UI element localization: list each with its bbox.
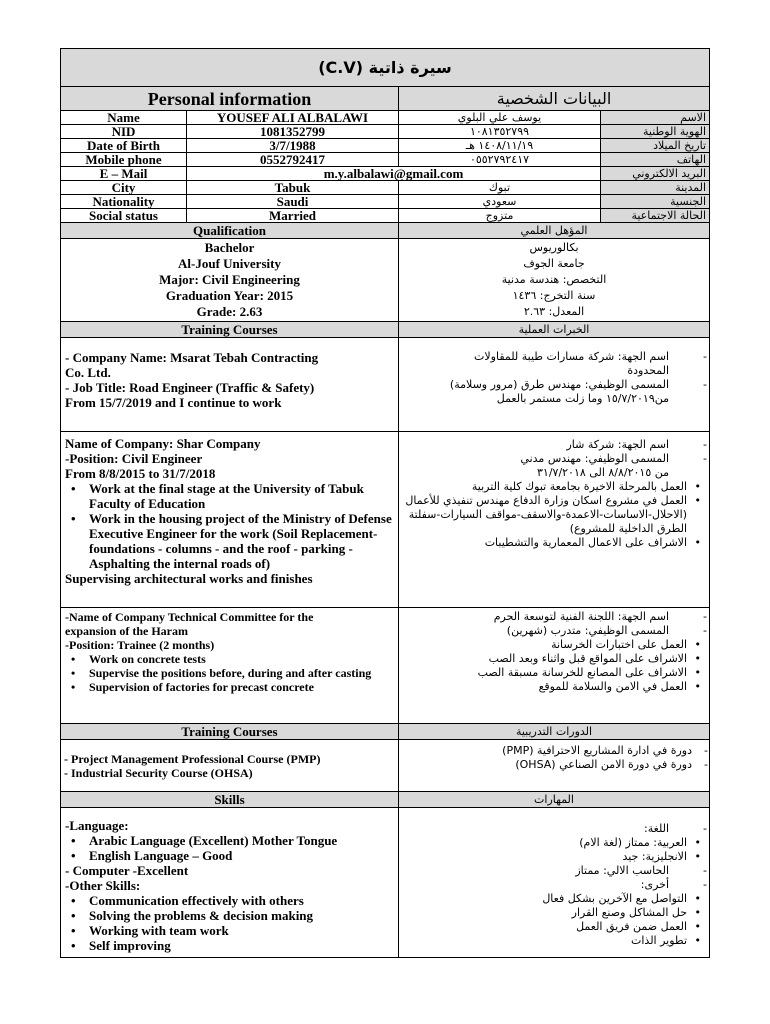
job1-title-ar: - المسمى الوظيفي: مهندس طرق (مرور وسلامة) — [403, 378, 705, 392]
name-row — [61, 111, 710, 125]
phone-value-en: 0552792417 — [187, 153, 399, 167]
courses-en — [61, 740, 399, 792]
job2-position-en: -Position: Civil Engineer — [65, 451, 203, 466]
qualification-ar — [399, 239, 710, 322]
nationality-value-ar: سعودي — [399, 195, 601, 209]
title-row — [61, 49, 710, 87]
social-status-value-ar: متزوج — [399, 209, 601, 223]
nid-value-ar: ١٠٨١٣٥٢٧٩٩ — [399, 125, 601, 139]
skills-en — [61, 808, 399, 958]
course-ohsa-en: - Industrial Security Course (OHSA) — [64, 766, 253, 780]
job3-company-cont-en: expansion of the Haram — [65, 624, 188, 638]
phone-value-ar: ٠٥٥٢٧٩٢٤١٧ — [399, 153, 601, 167]
job3-duty-4-ar: • العمل في الامن والسلامة للموقع — [403, 680, 705, 694]
personal-header-ar: البيانات الشخصية — [399, 87, 710, 111]
city-value-ar: تبوك — [399, 181, 601, 195]
job3-ar — [399, 608, 710, 724]
email-row — [61, 167, 710, 181]
qualification-en — [61, 239, 399, 322]
job2-period-ar: من ٨/٨/٢٠١٥ الى ٣١/٧/٢٠١٨ — [537, 466, 670, 479]
job2-en — [61, 432, 399, 608]
job2-duty-1-en: • Work at the final stage at the University of Tabuk Faculty of Education — [65, 481, 394, 511]
job2-position-ar: - المسمى الوظيفي: مهندس مدني — [403, 452, 705, 466]
university-ar: جامعة الجوف — [523, 257, 585, 270]
graduation-year-ar: سنة التخرج: ١٤٣٦ — [512, 289, 596, 302]
email-label-en: E – Mail — [61, 167, 187, 181]
dob-value-en: 3/7/1988 — [187, 139, 399, 153]
skills-ar — [399, 808, 710, 958]
skills-header-row — [61, 792, 710, 808]
grade-en: Grade: 2.63 — [196, 304, 263, 319]
graduation-year-en: Graduation Year: 2015 — [165, 288, 294, 303]
name-label-en: Name — [61, 111, 187, 125]
dob-row — [61, 139, 710, 153]
qualification-row — [61, 239, 710, 322]
job2-duty-1-ar: • العمل بالمرحلة الاخيرة بجامعة تبوك كلية التربية — [403, 480, 705, 494]
job3-company-ar: - اسم الجهة: اللجنة الفنية لتوسعة الحرم — [403, 610, 705, 624]
phone-label-en: Mobile phone — [61, 153, 187, 167]
courses-ar — [399, 740, 710, 792]
arabic-language-ar: • العربية: ممتاز (لغة الام) — [403, 836, 705, 850]
skills-row — [61, 808, 710, 958]
course-pmp-en: - Project Management Professional Course (PMP) — [64, 752, 321, 766]
degree-ar: بكالوريوس — [529, 241, 579, 254]
job2-company-en: Name of Company: Shar Company — [65, 436, 261, 451]
skills-header-ar: المهارات — [399, 792, 710, 808]
courses-header-ar: الدورات التدريبية — [399, 724, 710, 740]
course-ohsa-ar: - دورة في دورة الامن الصناعي (OHSA) — [402, 758, 706, 772]
qualification-header-en: Qualification — [61, 223, 399, 239]
phone-label-ar: الهاتف — [601, 153, 710, 167]
skills-header-en: Skills — [61, 792, 399, 808]
other-skills-head-ar: - أخرى: — [403, 878, 705, 892]
language-head-en: -Language: — [65, 818, 129, 833]
name-label-ar: الاسم — [601, 111, 710, 125]
language-head-ar: - اللغة: — [403, 822, 705, 836]
job1-en — [61, 338, 399, 432]
courses-header-row — [61, 724, 710, 740]
nid-value-en: 1081352799 — [187, 125, 399, 139]
dob-value-ar: ١٤٠٨/١١/١٩ هـ — [399, 139, 601, 153]
university-en: Al-Jouf University — [178, 256, 281, 271]
job1-period-en: From 15/7/2019 and I continue to work — [65, 395, 282, 410]
personal-header-en: Personal information — [61, 87, 399, 111]
job1-company-ar: - اسم الجهة: شركة مسارات طيبة للمقاولات — [403, 350, 705, 364]
job3-position-ar: - المسمى الوظيفي: متدرب (شهرين) — [403, 624, 705, 638]
cv-document — [60, 48, 709, 958]
courses-header-en: Training Courses — [61, 724, 399, 740]
skill-teamwork-en: • Working with team work — [65, 923, 394, 938]
nationality-row — [61, 195, 710, 209]
job2-ar — [399, 432, 710, 608]
city-label-ar: المدينة — [601, 181, 710, 195]
job2-duty-3-ar: • الاشراف على الاعمال المعمارية والتشطيبات — [403, 536, 705, 550]
job3-company-en: -Name of Company Technical Committee for the — [65, 610, 314, 624]
skill-communication-en: • Communication effectively with others — [65, 893, 394, 908]
job3-duty-3-en: • Supervision of factories for precast concrete — [65, 680, 394, 694]
job3-duty-2-ar: • الاشراف على المواقع قبل واثناء وبعد الصب — [403, 652, 705, 666]
job3-duty-3-ar: • الاشراف على المصانع للخرسانة مسبقة الصب — [403, 666, 705, 680]
social-status-label-en: Social status — [61, 209, 187, 223]
nid-label-en: NID — [61, 125, 187, 139]
course-pmp-ar: - دورة في ادارة المشاريع الاحترافية (PMP) — [402, 744, 706, 758]
nationality-value-en: Saudi — [187, 195, 399, 209]
courses-row — [61, 740, 710, 792]
qualification-header-ar: المؤهل العلمي — [399, 223, 710, 239]
city-value-en: Tabuk — [187, 181, 399, 195]
job2-duty-2-ar: • العمل في مشروع اسكان وزارة الدفاع مهندس تنفيذي للأعمال (الاحلال-الاساسات-الاعمدة-والاسقف-مواقف السيارات-سفلتة الطرق الداخلية للمشروع) — [403, 494, 705, 536]
job1-company-en: - Company Name: Msarat Tebah Contracting — [65, 350, 319, 365]
experience-header-ar: الخبرات العملية — [399, 322, 710, 338]
city-row — [61, 181, 710, 195]
job2-period-en: From 8/8/2015 to 31/7/2018 — [65, 466, 216, 481]
job2-company-ar: - اسم الجهة: شركة شار — [403, 438, 705, 452]
cv-table — [60, 48, 710, 958]
job2-tail-en: Supervising architectural works and finishes — [65, 571, 313, 586]
experience-header-en: Training Courses — [61, 322, 399, 338]
english-language-ar: • الانجليزية: جيد — [403, 850, 705, 864]
other-skills-head-en: -Other Skills: — [65, 878, 141, 893]
job2-duty-2-en: • Work in the housing project of the Ministry of Defense Executive Engineer for the work (Soil Replacement- foundations - columns - and the roof - parking - Asphalting the internal roads of) — [65, 511, 394, 571]
skill-communication-ar: • التواصل مع الآخرين بشكل فعال — [403, 892, 705, 906]
job3-row — [61, 608, 710, 724]
grade-ar: المعدل: ٢.٦٣ — [523, 305, 585, 318]
job1-ar — [399, 338, 710, 432]
email-label-ar: البريد الالكتروني — [601, 167, 710, 181]
job3-en — [61, 608, 399, 724]
english-language-en: • English Language – Good — [65, 848, 394, 863]
dob-label-ar: تاريخ الميلاد — [601, 139, 710, 153]
name-value-ar: يوسف علي البلوي — [399, 111, 601, 125]
social-status-row — [61, 209, 710, 223]
computer-skill-en: - Computer -Excellent — [65, 863, 189, 878]
email-value: m.y.albalawi@gmail.com — [187, 167, 601, 181]
skill-teamwork-ar: • العمل ضمن فريق العمل — [403, 920, 705, 934]
major-en: Major: Civil Engineering — [159, 272, 300, 287]
skill-problem-solving-en: • Solving the problems & decision making — [65, 908, 394, 923]
job3-position-en: -Position: Trainee (2 months) — [65, 638, 215, 652]
experience-header-row — [61, 322, 710, 338]
social-status-label-ar: الحالة الاجتماعية — [601, 209, 710, 223]
job1-company-cont-en: Co. Ltd. — [65, 365, 111, 380]
name-value-en: YOUSEF ALI ALBALAWI — [187, 111, 399, 125]
skill-self-improving-ar: • تطوير الذات — [403, 934, 705, 948]
cv-title: سيرة ذاتية (C.V) — [61, 49, 710, 87]
skill-self-improving-en: • Self improving — [65, 938, 394, 953]
job1-row — [61, 338, 710, 432]
nid-row — [61, 125, 710, 139]
computer-skill-ar: - الحاسب الالي: ممتاز — [403, 864, 705, 878]
skill-problem-solving-ar: • حل المشاكل وصنع القرار — [403, 906, 705, 920]
qualification-header-row — [61, 223, 710, 239]
job1-company-cont-ar: المحدودة — [627, 364, 670, 377]
nationality-label-ar: الجنسية — [601, 195, 710, 209]
job1-period-ar: من١٥/٧/٢٠١٩ وما زلت مستمر بالعمل — [496, 392, 670, 405]
city-label-en: City — [61, 181, 187, 195]
nid-label-ar: الهوية الوطنية — [601, 125, 710, 139]
job2-row — [61, 432, 710, 608]
job3-duty-1-en: • Work on concrete tests — [65, 652, 394, 666]
nationality-label-en: Nationality — [61, 195, 187, 209]
arabic-language-en: • Arabic Language (Excellent) Mother Tongue — [65, 833, 394, 848]
degree-en: Bachelor — [204, 240, 255, 255]
social-status-value-en: Married — [187, 209, 399, 223]
personal-header-row — [61, 87, 710, 111]
job1-title-en: - Job Title: Road Engineer (Traffic & Safety) — [65, 380, 315, 395]
major-ar: التخصص: هندسة مدنية — [501, 273, 607, 286]
job3-duty-2-en: • Supervise the positions before, during and after casting — [65, 666, 394, 680]
phone-row — [61, 153, 710, 167]
job3-duty-1-ar: • العمل على اختبارات الخرسانة — [403, 638, 705, 652]
dob-label-en: Date of Birth — [61, 139, 187, 153]
